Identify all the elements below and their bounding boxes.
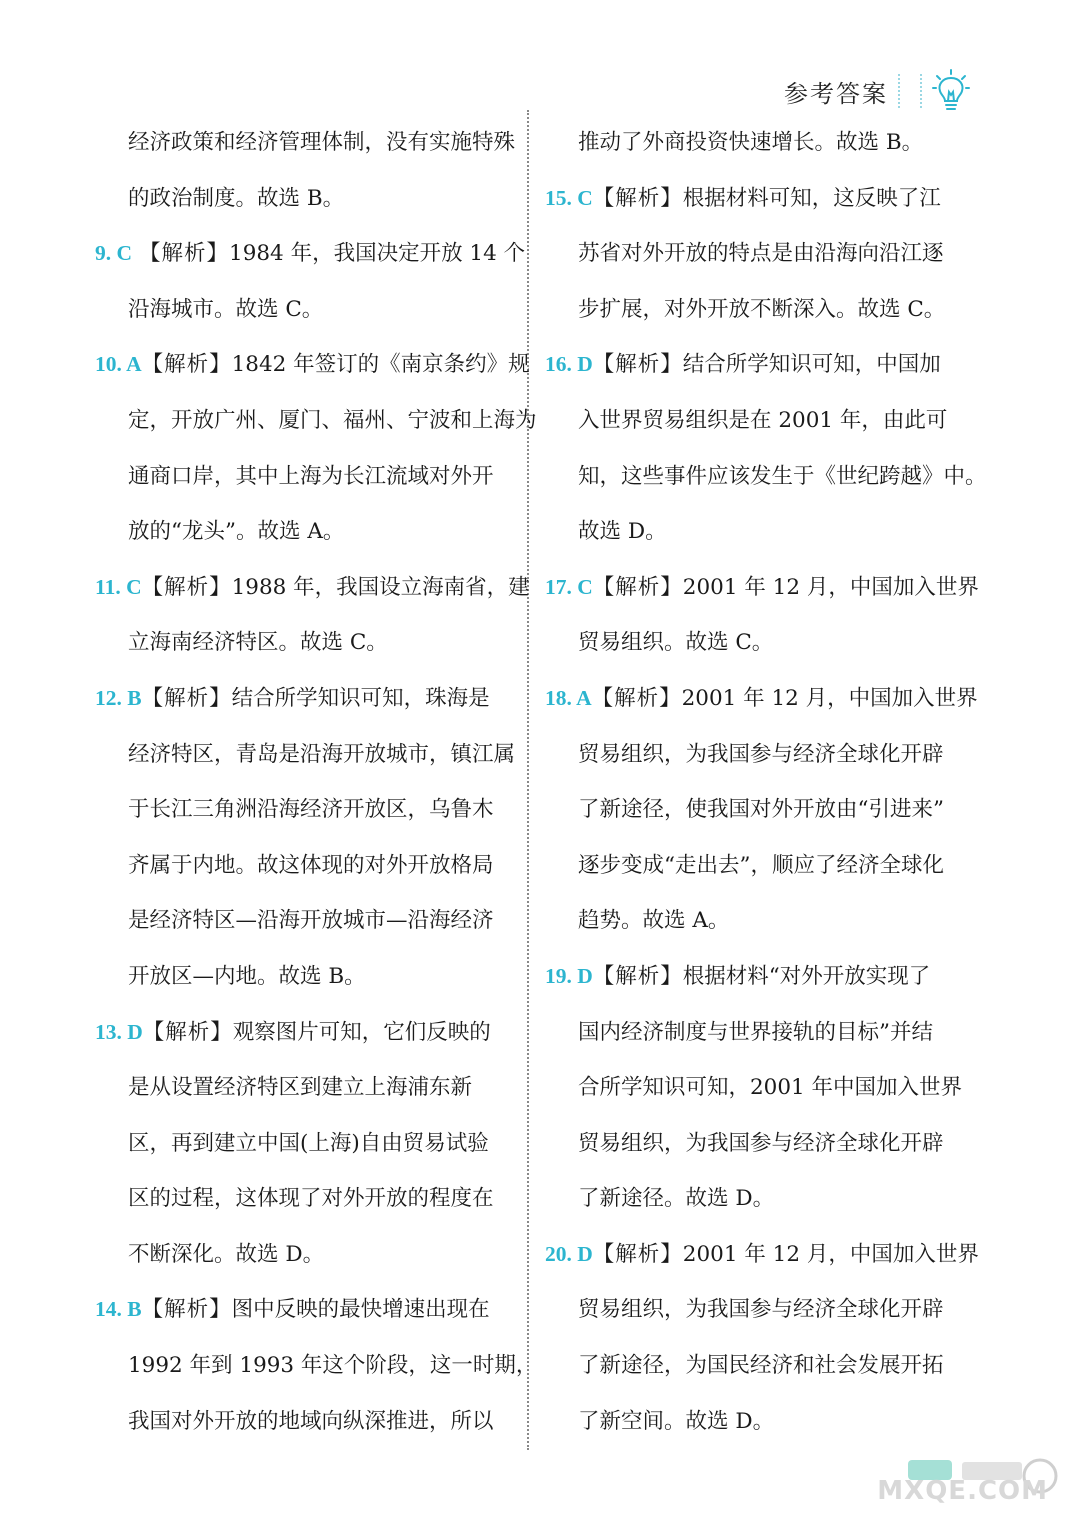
answer-text: 观察图片可知，它们反映的 (232, 1019, 491, 1045)
answer-text: 入世界贸易组织是在 2001 年，由此可 (578, 407, 948, 433)
answer-text: 经济特区，青岛是沿海开放城市，镇江属 (128, 741, 516, 767)
watermark-logo (877, 1454, 1070, 1524)
answer-line (95, 449, 494, 505)
answer-line (95, 615, 485, 671)
question-number: 9. C (95, 241, 133, 266)
page-header (784, 68, 970, 114)
answer-text: 贸易组织。故选 C。 (578, 630, 774, 656)
question-number: 13. D (95, 1019, 143, 1044)
answer-line (95, 1282, 490, 1338)
analysis-tag: 【解析】 (141, 352, 232, 378)
answer-line (545, 727, 944, 783)
answer-line (545, 893, 935, 949)
answer-line (95, 1227, 485, 1283)
answer-line (545, 1005, 935, 1061)
answer-text: 2001 年 12 月，中国加入世界 (682, 574, 979, 600)
question-number: 12. B (95, 685, 142, 710)
answer-line (545, 949, 935, 1005)
answer-text: 开放区—内地。故选 B。 (128, 963, 366, 989)
answer-text: 贸易组织，为我国参与经济全球化开辟 (578, 1297, 944, 1323)
lightbulb-icon (932, 68, 970, 114)
answer-line (545, 337, 941, 393)
analysis-tag: 【解析】 (592, 1241, 683, 1267)
answer-line (545, 449, 987, 505)
answer-text: 是从设置经济特区到建立上海浦东新 (128, 1075, 473, 1101)
left-column (95, 115, 538, 1449)
answer-text: 了新途径。故选 D。 (578, 1186, 775, 1212)
answer-line (95, 1060, 485, 1116)
answer-item (545, 949, 963, 1227)
answer-text: 逐步变成“走出去”，顺应了经济全球化 (578, 852, 944, 878)
answer-text: 了新途径，使我国对外开放由“引进来” (578, 797, 944, 823)
answer-item (95, 337, 537, 559)
answer-item (95, 560, 530, 671)
answer-line (95, 838, 494, 894)
answer-text: 知，这些事件应该发生于《世纪跨越》中。 (578, 463, 987, 489)
answer-item (545, 171, 946, 338)
answer-item (95, 226, 526, 337)
answer-text: 通商口岸，其中上海为长江流域对外开 (128, 463, 494, 489)
answer-text: 区的过程，这体现了对外开放的程度在 (128, 1186, 494, 1212)
answer-line (545, 1338, 944, 1394)
analysis-tag: 【解析】 (141, 574, 232, 600)
answer-text: 经济政策和经济管理体制，没有实施特殊 (128, 130, 516, 155)
analysis-tag: 【解析】 (141, 685, 232, 711)
answer-item (545, 115, 935, 171)
answer-line (95, 1338, 538, 1394)
answer-text: 的政治制度。故选 B。 (128, 185, 345, 211)
column-divider (527, 110, 529, 1450)
answer-line (95, 226, 526, 282)
answer-line (545, 282, 946, 338)
answer-line (545, 1171, 935, 1227)
answer-line (95, 893, 494, 949)
question-number: 11. C (95, 574, 142, 599)
answer-text: 区，再到建立中国(上海)自由贸易试验 (128, 1130, 489, 1156)
page-title: 参考答案 (784, 79, 888, 108)
answer-text: 不断深化。故选 D。 (128, 1241, 325, 1267)
answer-text: 推动了外商投资快速增长。故选 B。 (578, 130, 924, 155)
question-number: 20. D (545, 1241, 593, 1266)
answer-text: 结合所学知识可知，珠海是 (231, 685, 490, 711)
answer-text: 1992 年到 1993 年这个阶段，这一时期， (128, 1353, 538, 1379)
answer-line (95, 727, 516, 783)
answer-line (95, 671, 490, 727)
right-column (545, 115, 987, 1449)
answer-item (545, 1227, 979, 1449)
answer-line (95, 337, 530, 393)
answer-line (95, 1171, 494, 1227)
answer-line (545, 1282, 944, 1338)
question-number: 17. C (545, 574, 593, 599)
answer-line (95, 171, 485, 227)
answer-text: 1988 年，我国设立海南省，建 (231, 574, 530, 600)
answer-text: 了新空间。故选 D。 (578, 1408, 775, 1434)
answer-item (95, 1005, 494, 1283)
answer-line (545, 171, 941, 227)
question-number: 18. A (545, 685, 592, 710)
answer-line (545, 1060, 963, 1116)
answer-line (545, 615, 935, 671)
analysis-tag: 【解析】 (142, 1019, 233, 1045)
answer-item (95, 671, 516, 1005)
answer-text: 沿海城市。故选 C。 (128, 296, 324, 322)
analysis-tag: 【解析】 (592, 352, 683, 378)
analysis-tag: 【解析】 (592, 185, 683, 211)
question-number: 19. D (545, 963, 593, 988)
answer-text: 根据材料可知，这反映了江 (682, 185, 941, 211)
answer-line (545, 393, 948, 449)
answer-text: 故选 D。 (578, 519, 667, 545)
answer-text: 图中反映的最快增速出现在 (231, 1297, 490, 1323)
answer-line (545, 838, 944, 894)
answer-line (545, 226, 944, 282)
question-number: 14. B (95, 1297, 142, 1322)
answer-line (545, 1116, 944, 1172)
answer-text: 放的“龙头”。故选 A。 (128, 519, 345, 545)
answer-line (95, 504, 485, 560)
answer-text: 贸易组织，为我国参与经济全球化开辟 (578, 741, 944, 767)
answer-text: 结合所学知识可知，中国加 (682, 352, 941, 378)
header-divider (898, 74, 922, 108)
answer-line (95, 782, 494, 838)
answer-line (545, 504, 935, 560)
answer-line (95, 560, 530, 616)
answer-text: 趋势。故选 A。 (578, 908, 730, 934)
answer-line (95, 1005, 491, 1061)
answer-text: 2001 年 12 月，中国加入世界 (682, 1241, 979, 1267)
answer-item (545, 560, 979, 671)
analysis-tag: 【解析】 (591, 685, 682, 711)
answer-text: 国内经济制度与世界接轨的目标”并结 (578, 1019, 933, 1045)
answer-line (95, 1116, 489, 1172)
answer-text: 我国对外开放的地域向纵深推进，所以 (128, 1408, 494, 1434)
answer-text: 立海南经济特区。故选 C。 (128, 630, 388, 656)
answer-line (545, 560, 979, 616)
answer-line (95, 1394, 494, 1450)
answer-text: 了新途径，为国民经济和社会发展开拓 (578, 1353, 944, 1379)
question-number: 15. C (545, 185, 593, 210)
answer-text: 贸易组织，为我国参与经济全球化开辟 (578, 1130, 944, 1156)
watermark-text: MXQE.COM (877, 1476, 1048, 1506)
answer-line (545, 1227, 979, 1283)
answer-line (545, 782, 944, 838)
answer-line (95, 949, 485, 1005)
answer-text: 齐属于内地。故这体现的对外开放格局 (128, 852, 494, 878)
answer-line (95, 115, 516, 171)
answer-text: 1984 年，我国决定开放 14 个 (229, 241, 526, 267)
answer-text: 定，开放广州、厦门、福州、宁波和上海为 (128, 407, 537, 433)
answer-text: 步扩展，对外开放不断深入。故选 C。 (578, 296, 946, 322)
answer-item (545, 337, 987, 559)
answer-item (95, 115, 516, 226)
analysis-tag: 【解析】 (592, 574, 683, 600)
answer-line (545, 1394, 935, 1450)
answer-text: 1842 年签订的《南京条约》规 (231, 352, 530, 378)
answer-text: 合所学知识可知，2001 年中国加入世界 (578, 1075, 963, 1101)
analysis-tag: 【解析】 (141, 1297, 232, 1323)
answer-text: 于长江三角洲沿海经济开放区，乌鲁木 (128, 797, 494, 823)
answer-text: 是经济特区—沿海开放城市—沿海经济 (128, 908, 494, 934)
analysis-tag: 【解析】 (139, 241, 230, 267)
question-number: 16. D (545, 352, 593, 377)
answer-text: 根据材料“对外开放实现了 (682, 963, 931, 989)
question-number: 10. A (95, 352, 142, 377)
answer-text: 苏省对外开放的特点是由沿海向沿江逐 (578, 241, 944, 267)
analysis-tag: 【解析】 (592, 963, 683, 989)
answer-line (545, 671, 978, 727)
answer-text: 2001 年 12 月，中国加入世界 (681, 685, 978, 711)
answer-line (95, 393, 537, 449)
answer-item (545, 671, 978, 949)
answer-item (95, 1282, 538, 1449)
answer-line (95, 282, 485, 338)
answer-line (545, 115, 935, 171)
